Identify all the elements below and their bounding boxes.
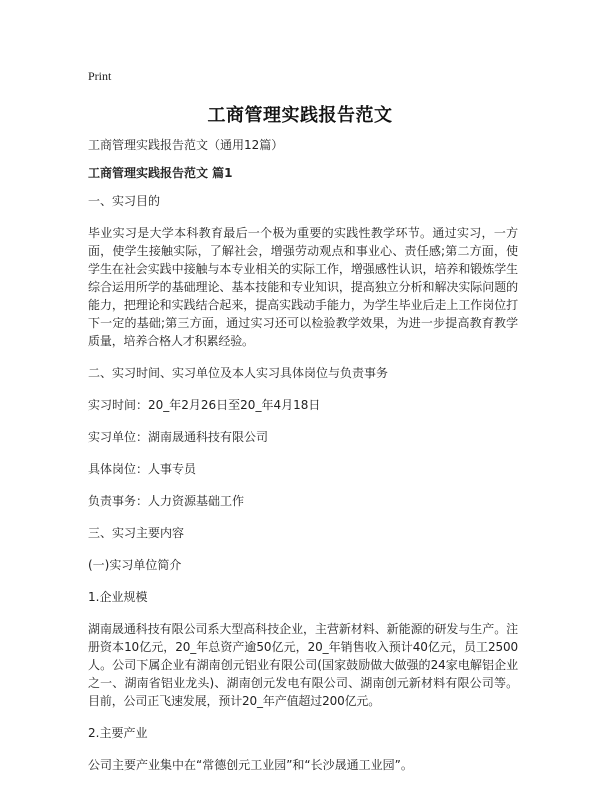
print-link[interactable]: Print (88, 69, 112, 83)
heading-main-content: 三、实习主要内容 (88, 526, 185, 540)
line-internship-unit: 实习单位：湖南晟通科技有限公司 (88, 430, 269, 444)
page-title: 工商管理实践报告范文 (207, 105, 393, 126)
paragraph-purpose: 毕业实习是大学本科教育最后一个极为重要的实践性教学环节。通过实习，一方面，使学生接触实际，了解社会，增强劳动观点和事业心、责任感;第二方面，使学生在社会实践中接触与本专业相关的实际工作，增强感性认识，培养和锻炼学生综合运用所学的基础理论、基本技能和专业知识，提高独立分析和解决实际问题的能力，把理论和实践结合起来，提高实践动手能力，为学生毕业后走上工作岗位打下一定的基础;第三方面，通过实习还可以检验教学效果，为进一步提高教育教学质量，培养合格人才积累经验。 (88, 226, 518, 348)
line-duties: 负责事务：人力资源基础工作 (88, 494, 245, 508)
section-heading: 工商管理实践报告范文 篇1 (88, 166, 233, 180)
paragraph-main-industry: 公司主要产业集中在“常德创元工业园”和“长沙晟通工业园”。 (88, 758, 413, 772)
line-internship-time: 实习时间：20_年2月26日至20_年4月18日 (88, 398, 321, 412)
document-subtitle: 工商管理实践报告范文（通用12篇） (88, 138, 284, 152)
document-body (88, 136, 518, 788)
heading-main-industry: 2.主要产业 (88, 726, 148, 740)
heading-company-scale: 1.企业规模 (88, 590, 148, 604)
paragraph-company-scale: 湖南晟通科技有限公司系大型高科技企业，主营新材料、新能源的研发与生产。注册资本10亿元，20_年总资产逾50亿元，20_年销售收入预计40亿元，员工2500人。公司下属企业有湖南创元铝业有限公司(国家鼓励做大做强的24家电解铝企业之一、湖南省铝业龙头)、湖南创元发电有限公司、湖南创元新材料有限公司等。目前，公司正飞速发展，预计20_年产值超过200亿元。 (88, 622, 518, 708)
heading-purpose: 一、实习目的 (88, 194, 161, 208)
heading-time-unit: 二、实习时间、实习单位及本人实习具体岗位与负责事务 (88, 366, 389, 380)
heading-company-intro: (一)实习单位简介 (88, 558, 182, 572)
line-position: 具体岗位：人事专员 (88, 462, 197, 476)
